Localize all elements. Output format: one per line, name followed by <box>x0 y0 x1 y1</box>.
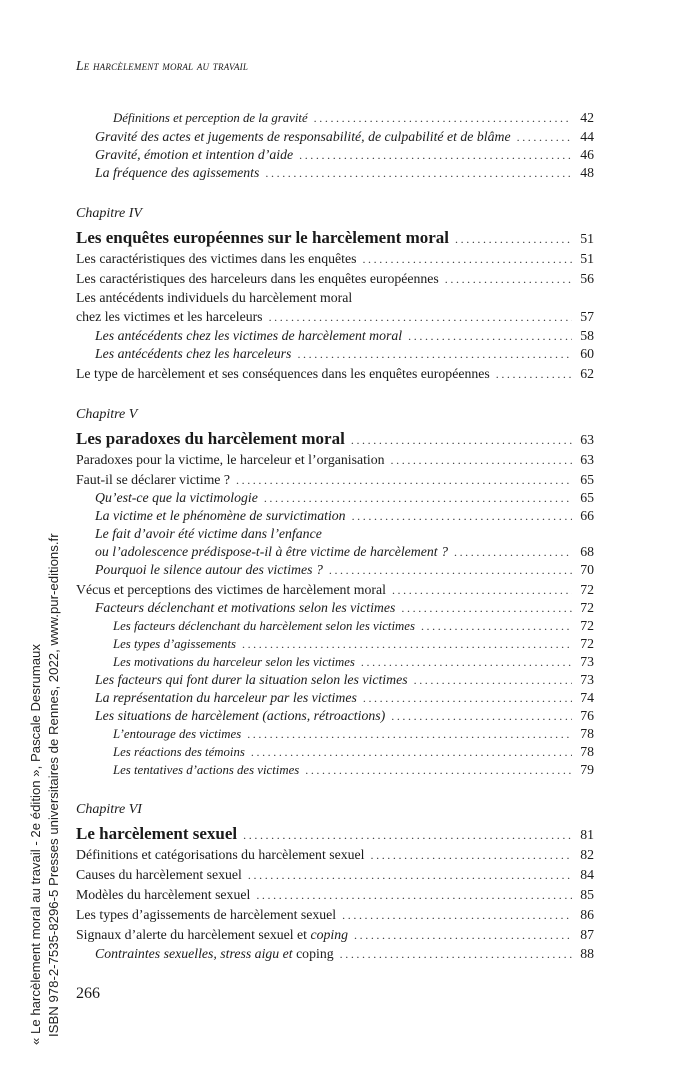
toc-page-number: 76 <box>580 708 594 723</box>
toc-entry-label: Faut-il se déclarer victime ? <box>76 472 230 487</box>
dot-leader <box>352 507 572 526</box>
toc-entry[interactable] <box>113 616 594 635</box>
toc-entry-label: Les réactions des témoins <box>113 745 245 759</box>
dot-leader <box>496 365 572 384</box>
toc-entry[interactable] <box>76 865 594 884</box>
toc-page-number: 56 <box>580 271 594 286</box>
dot-leader <box>329 561 572 580</box>
toc-entry-label: Les caractéristiques des victimes dans les enquêtes <box>76 251 357 266</box>
toc-page-number: 62 <box>580 366 594 381</box>
toc-entry[interactable] <box>95 670 594 689</box>
toc-entry[interactable] <box>95 344 594 363</box>
toc-page-number: 60 <box>580 346 594 361</box>
dot-leader <box>243 823 572 847</box>
toc-entry[interactable] <box>95 688 594 707</box>
toc-entry-label: Les tentatives d’actions des victimes <box>113 763 300 777</box>
toc-entry-label: Les caractéristiques des harceleurs dans les enquêtes européennes <box>76 271 439 286</box>
toc-entry[interactable] <box>95 560 594 579</box>
chapter-number: Chapitre IV <box>76 206 142 221</box>
dot-leader <box>391 451 572 470</box>
toc-page-number: 86 <box>580 907 594 922</box>
dot-leader <box>354 926 572 945</box>
toc-entry-label: La représentation du harceleur par les victimes <box>95 690 357 705</box>
toc-entry[interactable] <box>113 652 594 671</box>
toc-entry-label: Les facteurs déclenchant du harcèlement selon les victimes <box>113 619 415 633</box>
dot-leader <box>455 227 572 251</box>
toc-entry-label: Pourquoi le silence autour des victimes ? <box>95 562 323 577</box>
toc-page-number: 87 <box>580 927 594 942</box>
toc-entry-label: Le type de harcèlement et ses conséquences dans les enquêtes européennes <box>76 366 490 381</box>
toc-page-number: 72 <box>580 582 594 597</box>
toc-page-number: 73 <box>580 654 594 669</box>
dot-leader <box>351 428 572 452</box>
toc-page-number: 63 <box>580 432 594 447</box>
toc-entry[interactable] <box>76 249 594 268</box>
toc-page-number: 46 <box>580 147 594 162</box>
toc-entry[interactable] <box>95 145 594 164</box>
toc-entry-label <box>76 925 348 944</box>
toc-entry-label: Les situations de harcèlement (actions, rétroactions) <box>95 708 386 723</box>
toc-entry-label: La victime et le phénomène de survictimation <box>95 508 346 523</box>
toc-page-number: 78 <box>580 726 594 741</box>
page-number: 266 <box>76 985 100 1002</box>
toc-page-number: 65 <box>580 472 594 487</box>
toc-entry-label: Paradoxes pour la victime, le harceleur et l’organisation <box>76 452 385 467</box>
toc-page-number: 72 <box>580 636 594 651</box>
toc-page-number: 58 <box>580 328 594 343</box>
toc-entry-label: Qu’est-ce que la victimologie <box>95 490 258 505</box>
toc-page-number: 57 <box>580 309 594 324</box>
toc-entry[interactable] <box>113 108 594 127</box>
toc-entry-label <box>95 944 334 963</box>
toc-page-number: 74 <box>580 690 594 705</box>
toc-page-number: 88 <box>580 946 594 961</box>
toc-page-number: 73 <box>580 672 594 687</box>
toc-page-number: 51 <box>580 251 594 266</box>
toc-entry[interactable] <box>76 450 594 469</box>
label-text: Contraintes sexuelles, stress aigu et <box>95 946 297 961</box>
toc-entry[interactable] <box>76 364 594 383</box>
toc-entry-label: Les antécédents chez les harceleurs <box>95 346 292 361</box>
toc-page-number: 51 <box>580 231 594 246</box>
toc-entry-label: La fréquence des agissements <box>95 165 260 180</box>
dot-leader <box>265 164 572 183</box>
toc-entry[interactable] <box>95 488 594 507</box>
toc-entry-label: Les types d’agissements de harcèlement sexuel <box>76 907 337 922</box>
chapter-title: Les paradoxes du harcèlement moral <box>76 429 345 448</box>
toc-entry[interactable] <box>95 944 594 963</box>
toc-entry[interactable] <box>113 742 594 761</box>
toc-entry-label: Les facteurs qui font durer la situation selon les victimes <box>95 672 408 687</box>
sidebar-citation-line2: ISBN 978-2-7535-8296-5 Presses universitaires de Rennes, 2022, www.pur-editions.fr <box>46 533 61 1037</box>
label-text: Signaux d’alerte du harcèlement sexuel et <box>76 927 311 942</box>
chapter-title-entry[interactable] <box>76 822 594 846</box>
toc-entry-label-line1: Le fait d’avoir été victime dans l’enfance <box>95 526 322 541</box>
toc-page-number: 78 <box>580 744 594 759</box>
toc-entry[interactable] <box>76 470 594 489</box>
toc-entry-label: Les motivations du harceleur selon les victimes <box>113 655 355 669</box>
toc-entry[interactable] <box>95 326 594 345</box>
toc-entry[interactable] <box>113 724 594 743</box>
toc-entry-label: Les types d’agissements <box>113 637 236 651</box>
toc-page-number: 42 <box>580 110 594 125</box>
chapter-title: Les enquêtes européennes sur le harcèlement moral <box>76 228 450 247</box>
toc-page-number: 81 <box>580 827 594 842</box>
chapter-number: Chapitre VI <box>76 802 142 817</box>
toc-entry[interactable] <box>76 845 594 864</box>
running-head: Le harcèlement moral au travail <box>76 58 249 73</box>
toc-entry[interactable] <box>76 925 594 944</box>
toc-entry-label: Vécus et perceptions des victimes de harcèlement moral <box>76 582 386 597</box>
toc-page-number: 63 <box>580 452 594 467</box>
toc-entry[interactable] <box>95 598 594 617</box>
toc-page-number: 82 <box>580 847 594 862</box>
toc-entry[interactable] <box>76 580 594 599</box>
toc-entry[interactable] <box>76 307 594 326</box>
toc-page-number: 66 <box>580 508 594 523</box>
toc-page-number: 44 <box>580 129 594 144</box>
dot-leader <box>305 761 572 780</box>
toc-entry[interactable] <box>113 760 594 779</box>
dot-leader <box>297 345 572 364</box>
chapter-title-entry[interactable] <box>76 226 594 250</box>
toc-page-number: 68 <box>580 544 594 559</box>
dot-leader <box>445 270 572 289</box>
toc-page-number: 72 <box>580 600 594 615</box>
toc-page-number: 79 <box>580 762 594 777</box>
toc-entry-label: L’entourage des victimes <box>113 727 242 741</box>
toc-entry-label: Définitions et catégorisations du harcèlement sexuel <box>76 847 365 862</box>
toc-entry-label: Facteurs déclenchant et motivations selon les victimes <box>95 600 396 615</box>
chapter-title-entry[interactable] <box>76 427 594 451</box>
toc-entry-label: Gravité, émotion et intention d’aide <box>95 147 294 162</box>
toc-entry[interactable] <box>95 706 594 725</box>
toc-entry-label-line1: Les antécédents individuels du harcèlement moral <box>76 290 353 305</box>
toc-entry[interactable] <box>76 885 594 904</box>
sidebar-citation-line1: « Le harcèlement moral au travail - 2e édition », Pascale Desrumaux <box>28 644 43 1045</box>
dot-leader <box>342 906 572 925</box>
dot-leader <box>340 945 572 964</box>
toc-entry[interactable] <box>95 542 594 561</box>
toc-entry[interactable] <box>95 163 594 182</box>
chapter-title: Le harcèlement sexuel <box>76 824 238 843</box>
toc-entry-label: Modèles du harcèlement sexuel <box>76 887 251 902</box>
toc-entry[interactable] <box>76 905 594 924</box>
dot-leader <box>269 308 572 327</box>
dot-leader <box>314 109 572 128</box>
dot-leader <box>256 886 572 905</box>
label-emphasis: coping <box>310 927 349 942</box>
dot-leader <box>362 250 572 269</box>
toc-page-number: 65 <box>580 490 594 505</box>
toc-entry[interactable] <box>113 634 594 653</box>
toc-entry-label: Gravité des actes et jugements de responsabilité, de culpabilité et de blâme <box>95 129 511 144</box>
chapter-number: Chapitre V <box>76 407 138 422</box>
toc-entry-label: Les antécédents chez les victimes de harcèlement moral <box>95 328 403 343</box>
toc-entry-label: ou l’adolescence prédispose-t-il à être victime de harcèlement ? <box>95 544 448 559</box>
dot-leader <box>248 866 572 885</box>
label-emphasis: coping <box>296 946 334 961</box>
toc-entry[interactable] <box>95 127 594 146</box>
toc-entry[interactable] <box>95 506 594 525</box>
toc-entry-label: Causes du harcèlement sexuel <box>76 867 242 882</box>
toc-page-number: 84 <box>580 867 594 882</box>
toc-page-number: 70 <box>580 562 594 577</box>
toc-page-number: 48 <box>580 165 594 180</box>
toc-entry[interactable] <box>76 269 594 288</box>
toc-entry-label: chez les victimes et les harceleurs <box>76 309 263 324</box>
toc-page-number: 72 <box>580 618 594 633</box>
toc-page-number: 85 <box>580 887 594 902</box>
toc-entry-label: Définitions et perception de la gravité <box>113 111 308 125</box>
dot-leader <box>371 846 573 865</box>
